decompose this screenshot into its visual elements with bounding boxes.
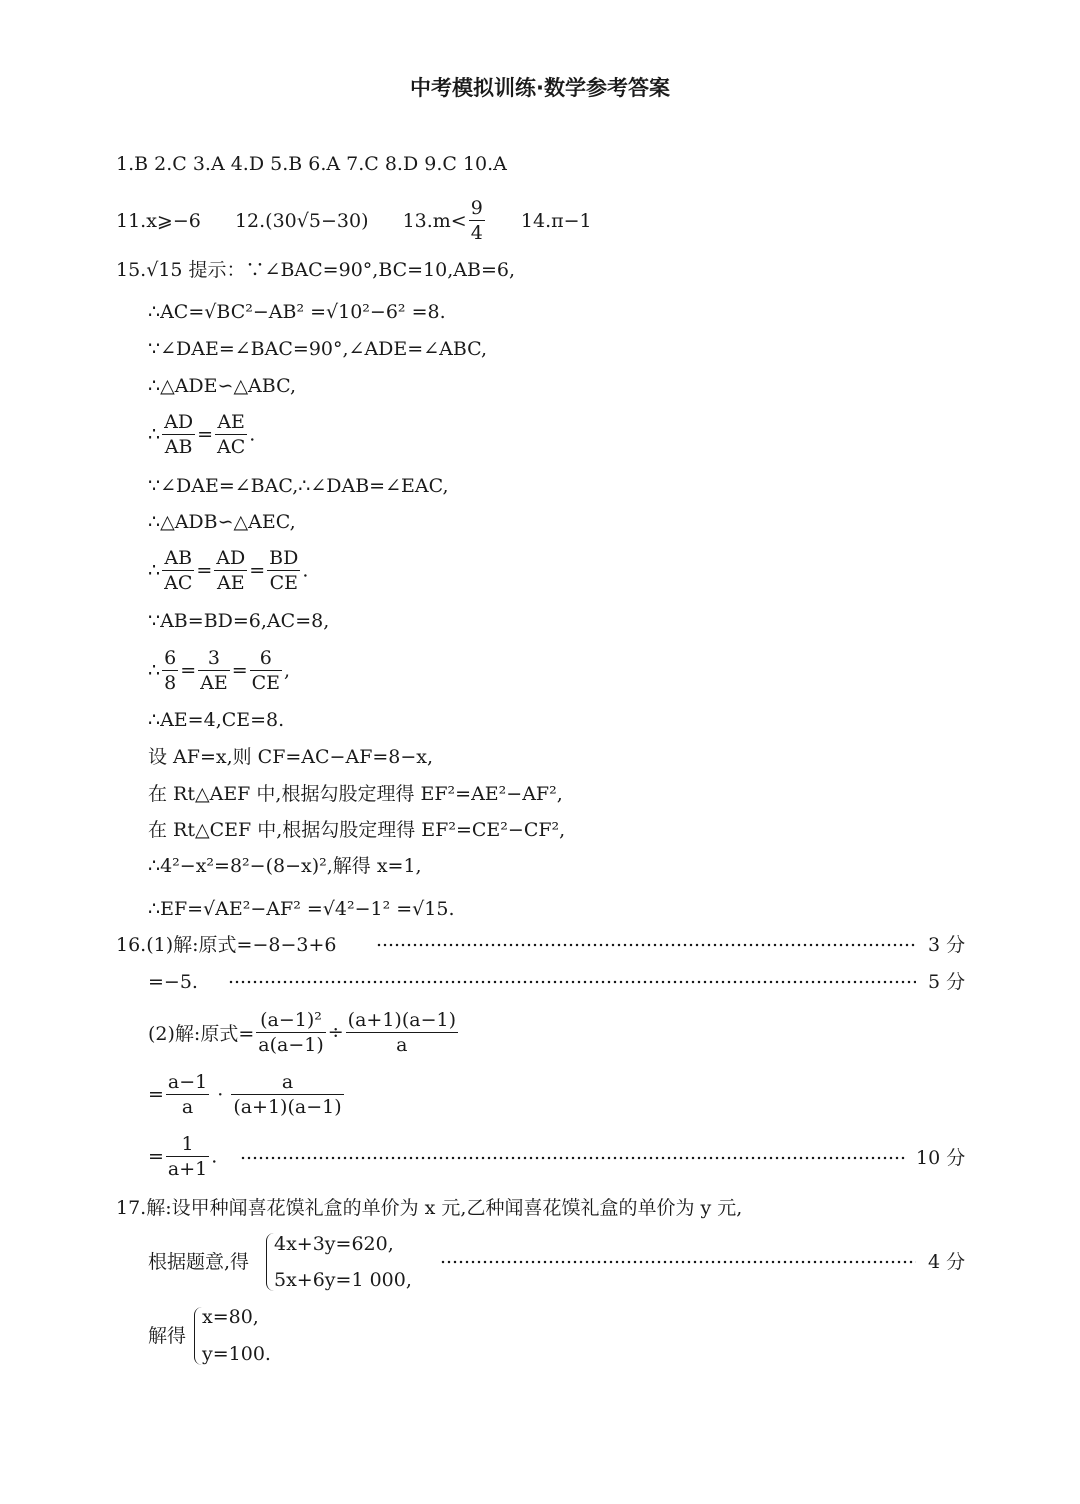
q17-line1: 17.解:设甲种闻喜花馍礼盒的单价为 x 元,乙种闻喜花馍礼盒的单价为 y 元, xyxy=(116,1197,743,1219)
q16-part2-line1: (2)解:原式= $\frac{\text{(a−1)²}}{a(a-1)}$ ÷ $\frac{(a+1)(a-1)}{a}$ xyxy=(148,1009,456,1056)
q17-solution-1: x=80, xyxy=(202,1306,259,1328)
choice-answers: 1.B 2.C 3.A 4.D 5.B 6.A 7.C 8.D 9.C 10.A xyxy=(116,153,507,175)
q15-step: ∴AC=√BC²−AB² =√10²−6² =8. xyxy=(148,301,446,323)
q17-equation-2: 5x+6y=1 000, xyxy=(274,1269,412,1291)
answer-14: 14.π−1 xyxy=(520,209,592,232)
q16-part1-line1: 16.(1)解:原式=−8−3+6 xyxy=(116,934,337,956)
score-mark: 5 分 xyxy=(928,971,966,993)
dot-leader xyxy=(376,943,916,947)
q15-step: ∴4²−x²=8²−(8−x)²,解得 x=1, xyxy=(148,855,422,877)
answer-13: 13.m< xyxy=(402,209,467,232)
q15-head: 15.√15 提示：∵∠BAC=90°,BC=10,AB=6, xyxy=(116,259,516,281)
q15-step: ∵AB=BD=6,AC=8, xyxy=(148,610,330,632)
q15-step: 在 Rt△AEF 中,根据勾股定理得 EF²=AE²−AF², xyxy=(148,783,563,805)
score-mark: 4 分 xyxy=(928,1251,966,1273)
q17-solution-2: y=100. xyxy=(202,1343,271,1365)
q15-step: 在 Rt△CEF 中,根据勾股定理得 EF²=CE²−CF², xyxy=(148,819,566,841)
q15-step: ∵∠DAE=∠BAC=90°,∠ADE=∠ABC, xyxy=(148,338,488,360)
q16-part2-line3: = $\frac{1}{a+1}$ . xyxy=(148,1133,218,1180)
q15-step: ∴△ADE∽△ABC, xyxy=(148,375,296,397)
answer-13-fraction: $\frac{9}{4}$ xyxy=(470,197,483,244)
page-title: 中考模拟训练·数学参考答案 xyxy=(410,76,670,100)
fill-answers xyxy=(116,196,592,245)
answer-11: 11.x⩾−6 xyxy=(116,209,201,232)
q17-setup-label: 根据题意,得 xyxy=(148,1251,250,1273)
q15-step: 设 AF=x,则 CF=AC−AF=8−x, xyxy=(148,746,434,768)
answer-12: 12.(30√5−30) xyxy=(234,209,369,232)
q15-fraction-eq: ∴ $\frac{6}{8}$ = $\frac{3}{AE}$ = $\frac{6}{CE}$ , xyxy=(148,647,291,694)
q16-part1-line2: =−5. xyxy=(148,971,198,993)
q15-fraction-eq: ∴ $\frac{AD}{AB}$ = $\frac{AE}{AC}$ . xyxy=(148,411,256,458)
q16-part2-line2: = $\frac{a-1}{a}$ · $\frac{a}{(a+1)(a-1)}$ xyxy=(148,1071,342,1118)
q17-equation-1: 4x+3y=620, xyxy=(274,1233,394,1255)
q15-fraction-eq: ∴ $\frac{AB}{AC}$ = $\frac{AD}{AE}$ = $\frac{BD}{CE}$ . xyxy=(148,547,309,594)
q15-step: ∴△ADB∽△AEC, xyxy=(148,511,296,533)
dot-leader xyxy=(240,1156,906,1160)
dot-leader xyxy=(228,980,916,984)
score-mark: 10 分 xyxy=(916,1147,966,1169)
q15-step: ∴EF=√AE²−AF² =√4²−1² =√15. xyxy=(148,898,455,920)
score-mark: 3 分 xyxy=(928,934,966,956)
q17-solve-label: 解得 xyxy=(148,1325,187,1347)
q15-step: ∵∠DAE=∠BAC,∴∠DAB=∠EAC, xyxy=(148,475,449,497)
dot-leader xyxy=(440,1260,916,1264)
q15-step: ∴AE=4,CE=8. xyxy=(148,709,285,731)
